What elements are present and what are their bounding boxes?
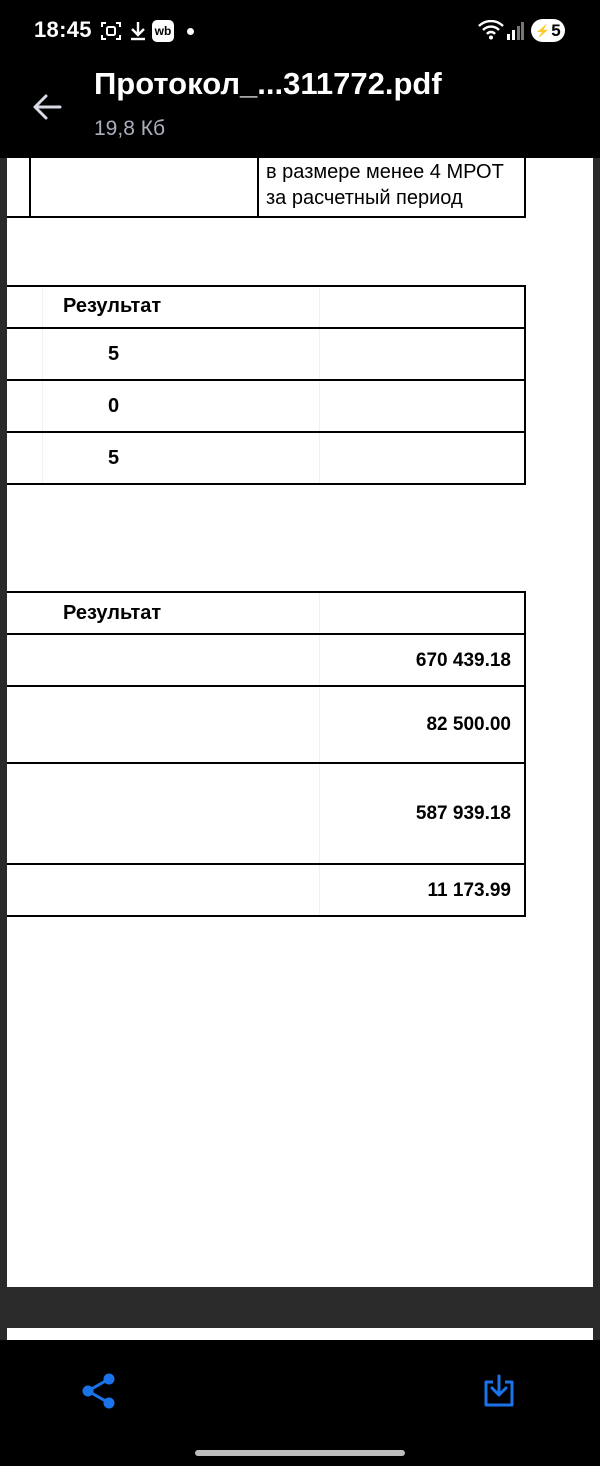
faint-grid-line [42,286,43,484]
table-border [7,327,526,329]
table-border [524,158,526,218]
signal-icon [506,22,524,40]
table-border [7,685,526,687]
file-size: 19,8 Кб [94,117,165,140]
table-border [7,591,526,593]
table-border [7,216,526,218]
wb-badge-label: wb [154,24,172,38]
faint-grid-line [319,592,320,916]
back-arrow-icon[interactable] [30,90,64,124]
table-border [7,483,526,485]
table-border [7,633,526,635]
share-icon[interactable] [80,1372,118,1410]
charging-bolt-icon: ⚡ [535,23,551,38]
table1-value: 5 [108,447,120,469]
battery-level: 5 [551,20,561,40]
faint-grid-line [319,286,320,484]
table1-header: Результат [63,295,162,317]
bottom-action-bar [0,1340,600,1466]
pdf-next-page [7,1328,593,1340]
table2-value: 587 939.18 [415,803,511,824]
table-border [257,158,259,218]
table-border [524,285,526,485]
table-border [7,379,526,381]
table2-value: 82 500.00 [426,714,511,735]
table-border [7,863,526,865]
table2-value: 11 173.99 [427,880,511,901]
home-indicator[interactable] [195,1450,405,1456]
wb-icon [152,20,174,42]
cell-text-line1: в размере менее 4 МРОТ [266,161,504,183]
table2-header: Результат [63,602,162,624]
table-border [7,915,526,917]
table-border [7,431,526,433]
document-title: Протокол_...311772.pdf [94,66,442,101]
pdf-page [7,158,593,1287]
download-icon[interactable] [481,1373,517,1409]
wifi-icon [478,20,504,40]
battery-icon [531,19,565,42]
pdf-viewer[interactable] [0,158,600,1340]
table-border [29,158,31,218]
table2-value: 670 439.18 [415,650,511,671]
dot-icon [187,28,194,35]
status-bar [0,0,600,62]
table1-value: 0 [108,395,120,417]
status-time: 18:45 [34,17,92,42]
cell-text-line2: за расчетный период [266,187,463,209]
screenshot-icon [100,20,122,42]
table1-value: 5 [108,343,120,365]
table-border [7,285,526,287]
table-border [524,591,526,917]
download-icon [128,20,148,42]
app-header [0,62,600,158]
table-border [7,762,526,764]
